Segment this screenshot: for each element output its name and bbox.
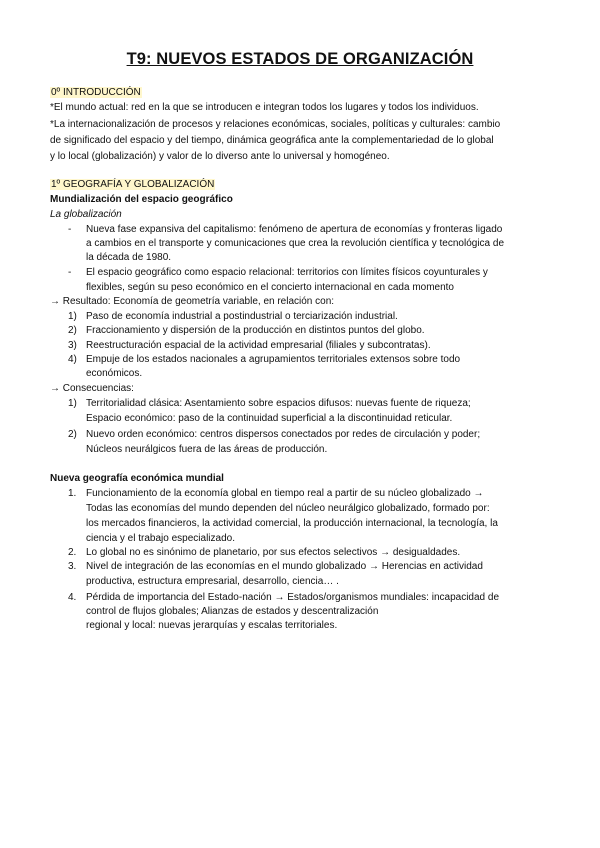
consequence-marker: 2) bbox=[68, 429, 77, 440]
consequence-item-line: Núcleos neurálgicos fuera de las áreas de producción. bbox=[86, 444, 328, 455]
section2-item-line: ciencia y el trabajo especializado. bbox=[86, 533, 235, 544]
section2-item-line: Nivel de integración de las economías en el mundo globalizado → Herencias en actividad bbox=[86, 561, 483, 572]
result-item-line: Empuje de los estados nacionales a agrupamientos territoriales extensos sobre todo bbox=[86, 354, 461, 365]
section1-italic-heading: La globalización bbox=[50, 209, 122, 220]
consequence-item-line: Espacio económico: paso de la continuidad superficial a la discontinuidad reticular. bbox=[86, 413, 453, 424]
dash-item-line: la década de 1980. bbox=[86, 252, 172, 263]
intro-line: *La internacionalización de procesos y relaciones económicas, sociales, políticas y culturales: cambio bbox=[50, 119, 501, 130]
dash-marker: - bbox=[68, 267, 72, 278]
result-item-line: Fraccionamiento y dispersión de la producción en distintos puntos del globo. bbox=[86, 325, 425, 336]
dash-item-line: a cambios en el transporte y comunicaciones que crea la revolución científica y tecnológica de bbox=[86, 238, 505, 249]
consequence-item-line: Nuevo orden económico: centros dispersos conectados por redes de circulación y poder; bbox=[86, 429, 481, 440]
result-marker: 3) bbox=[68, 340, 77, 351]
consequences-heading: → Consecuencias: bbox=[50, 383, 134, 394]
section2-marker: 4. bbox=[68, 592, 77, 603]
result-item-line: Paso de economía industrial a postindustrial o terciarización industrial. bbox=[86, 311, 398, 322]
result-marker: 2) bbox=[68, 325, 77, 336]
dash-item-line: flexibles, según su peso económico en el concierto internacional en cada momento bbox=[86, 282, 454, 293]
section2-item-line: Todas las economías del mundo dependen del núcleo neurálgico globalizado, formado por: bbox=[86, 503, 490, 514]
section2-item-line: regional y local: nuevas jerarquías y escalas territoriales. bbox=[86, 620, 338, 631]
result-heading: → Resultado: Economía de geometría variable, en relación con: bbox=[50, 296, 335, 307]
dash-item-line: El espacio geográfico como espacio relacional: territorios con límites físicos coyunturales y bbox=[86, 267, 488, 278]
result-marker: 1) bbox=[68, 311, 77, 322]
section2-item-line: control de flujos globales; Alianzas de estados y descentralización bbox=[86, 606, 379, 617]
result-item-line: económicos. bbox=[86, 368, 143, 379]
consequence-item-line: Territorialidad clásica: Asentamiento sobre espacios difusos: nuevas fuente de riqueza; bbox=[86, 398, 471, 409]
page-title: T9: NUEVOS ESTADOS DE ORGANIZACIÓN bbox=[126, 50, 474, 68]
intro-line: y lo local (globalización) y valor de lo diverso ante lo universal y homogéneo. bbox=[50, 151, 390, 162]
section2-marker: 1. bbox=[68, 488, 77, 499]
dash-marker: - bbox=[68, 224, 72, 235]
dash-item-line: Nueva fase expansiva del capitalismo: fenómeno de apertura de economías y fronteras ligado bbox=[86, 224, 503, 235]
section2-heading: Nueva geografía económica mundial bbox=[50, 473, 224, 484]
section2-item-line: productiva, estructura empresarial, desarrollo, ciencia… . bbox=[86, 576, 339, 587]
section1-heading-text: 1º GEOGRAFÍA Y GLOBALIZACIÓN bbox=[51, 179, 215, 190]
section2-item-line: Funcionamiento de la economía global en tiempo real a partir de su núcleo globalizado → bbox=[86, 488, 484, 499]
intro-line: de significado del espacio y del tiempo, dinámica geográfica ante la complementariedad de lo global bbox=[50, 135, 494, 146]
result-item-line: Reestructuración espacial de la actividad empresarial (filiales y subcontratas). bbox=[86, 340, 431, 351]
intro-heading bbox=[50, 86, 142, 100]
section1-subheading: Mundialización del espacio geográfico bbox=[50, 194, 233, 205]
result-marker: 4) bbox=[68, 354, 77, 365]
section2-item-line: Lo global no es sinónimo de planetario, por sus efectos selectivos → desigualdades. bbox=[86, 547, 461, 558]
section1-heading bbox=[50, 178, 215, 192]
section2-item-line: Pérdida de importancia del Estado-nación → Estados/organismos mundiales: incapacidad de bbox=[86, 592, 500, 603]
consequence-marker: 1) bbox=[68, 398, 77, 409]
intro-line: *El mundo actual: red en la que se introducen e integran todos los lugares y todos los individuos. bbox=[50, 102, 479, 113]
intro-heading-text: 0º INTRODUCCIÓN bbox=[51, 87, 141, 98]
section2-item-line: los mercados financieros, la actividad comercial, la producción internacional, la tecnología, la bbox=[86, 518, 498, 529]
section2-marker: 2. bbox=[68, 547, 77, 558]
section2-marker: 3. bbox=[68, 561, 77, 572]
